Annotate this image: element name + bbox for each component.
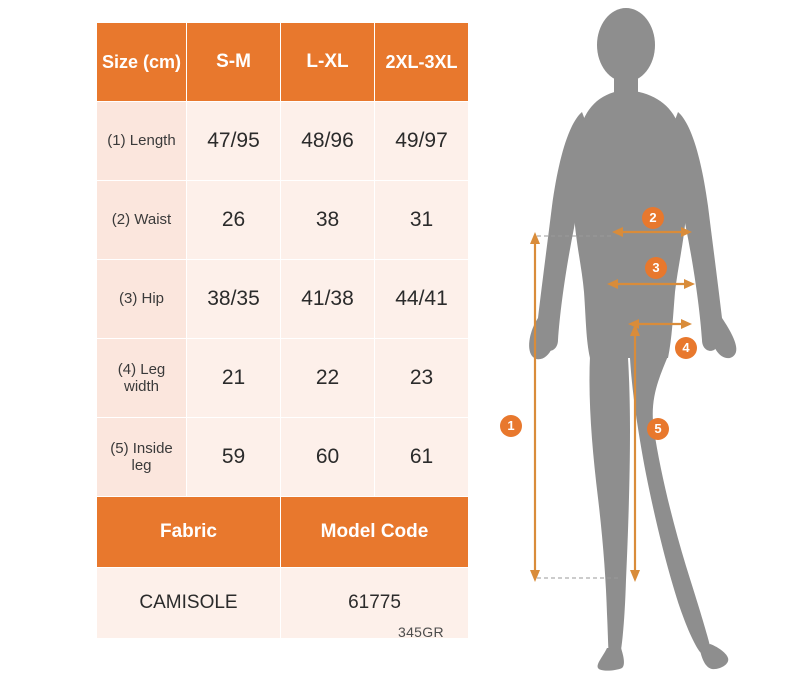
row-label-length: (1) Length — [97, 102, 187, 181]
header-fabric: Fabric — [97, 497, 281, 568]
header-s-m: S-M — [187, 23, 281, 102]
row-label-leg-width: (4) Leg width — [97, 339, 187, 418]
cell-inside-leg-s-m: 59 — [187, 418, 281, 497]
table-row — [97, 418, 469, 497]
cell-leg-width-s-m: 21 — [187, 339, 281, 418]
header-l-xl: L-XL — [281, 23, 375, 102]
table-row — [97, 260, 469, 339]
cell-waist-s-m: 26 — [187, 181, 281, 260]
cell-hip-s-m: 38/35 — [187, 260, 281, 339]
measure-badge-5: 5 — [647, 418, 669, 440]
row-label-inside-leg: (5) Inside leg — [97, 418, 187, 497]
cell-inside-leg-2xl-3xl: 61 — [375, 418, 469, 497]
female-body-silhouette-icon — [490, 0, 800, 692]
cell-inside-leg-l-xl: 60 — [281, 418, 375, 497]
measure-badge-2: 2 — [642, 207, 664, 229]
measure-badge-4: 4 — [675, 337, 697, 359]
table-row — [97, 339, 469, 418]
value-model-code: 61775 — [281, 568, 469, 639]
row-label-waist: (2) Waist — [97, 181, 187, 260]
value-fabric: CAMISOLE — [97, 568, 281, 639]
cell-waist-l-xl: 38 — [281, 181, 375, 260]
weight-note: 345GR — [398, 624, 444, 640]
table-row — [97, 181, 469, 260]
size-chart-table — [96, 22, 469, 639]
header-size: Size (cm) — [97, 23, 187, 102]
table-header-row — [97, 23, 469, 102]
cell-hip-l-xl: 41/38 — [281, 260, 375, 339]
header-model-code: Model Code — [281, 497, 469, 568]
table-row — [97, 102, 469, 181]
measure-badge-1: 1 — [500, 415, 522, 437]
cell-leg-width-l-xl: 22 — [281, 339, 375, 418]
header-2xl-3xl: 2XL-3XL — [375, 23, 469, 102]
cell-leg-width-2xl-3xl: 23 — [375, 339, 469, 418]
cell-length-l-xl: 48/96 — [281, 102, 375, 181]
measurement-figure-panel — [490, 0, 800, 692]
cell-waist-2xl-3xl: 31 — [375, 181, 469, 260]
measure-badge-3: 3 — [645, 257, 667, 279]
cell-length-2xl-3xl: 49/97 — [375, 102, 469, 181]
row-label-hip: (3) Hip — [97, 260, 187, 339]
table-footer-header-row — [97, 497, 469, 568]
cell-hip-2xl-3xl: 44/41 — [375, 260, 469, 339]
cell-length-s-m: 47/95 — [187, 102, 281, 181]
